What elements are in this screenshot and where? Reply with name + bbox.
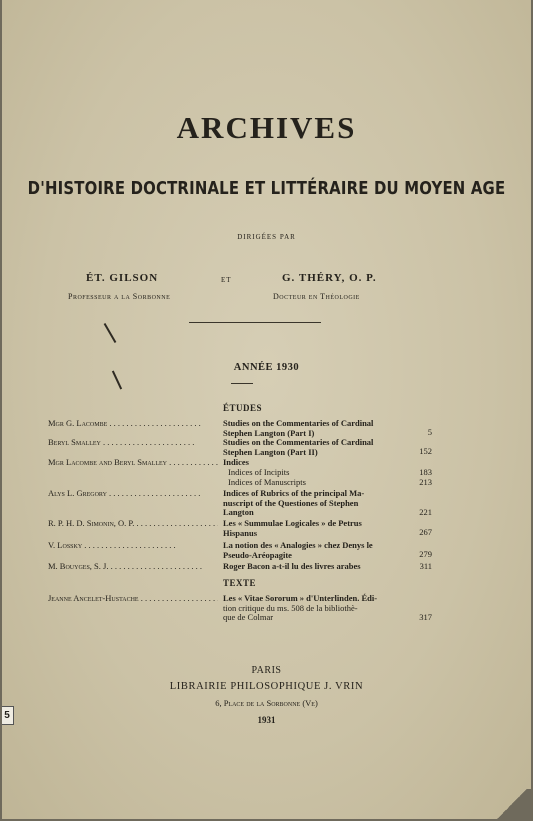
publication-year: 1931 bbox=[257, 715, 276, 725]
toc-page-number: 183 bbox=[419, 467, 432, 477]
toc-author: V. Lossky . . . bbox=[48, 541, 218, 551]
toc-author: Alys L. Gregory . . . bbox=[48, 489, 218, 499]
toc-author: R. P. H. D. Simonin, O. P. . . . bbox=[48, 519, 218, 529]
journal-title: ARCHIVES bbox=[176, 110, 357, 145]
section-texte: TEXTE bbox=[223, 578, 257, 588]
editor-gilson-role: Professeur a la Sorbonne bbox=[68, 292, 171, 301]
journal-subtitle: D'HISTOIRE DOCTRINALE ET LITTÉRAIRE DU MOYEN AGE bbox=[27, 178, 506, 199]
torn-corner bbox=[493, 789, 531, 819]
toc-author: Beryl Smalley . . . bbox=[48, 438, 218, 448]
journal-cover bbox=[2, 0, 531, 819]
toc-entry-title: Studies on the Commentaries of Cardinal Stephen Langton (Part II) bbox=[223, 437, 374, 457]
toc-entry-title: Les « Vitae Sororum » d'Unterlinden. Édi- tion critique du ms. 508 de la bibliothè- que de Colmar bbox=[223, 593, 378, 622]
directed-by-label: DIRIGÉES PAR bbox=[237, 233, 296, 241]
editor-thery-name: G. THÉRY, O. P. bbox=[282, 272, 377, 284]
pencil-mark bbox=[112, 371, 122, 390]
library-stamp: 5 bbox=[2, 706, 14, 725]
toc-page-number: 5 bbox=[427, 427, 432, 437]
section-etudes: ÉTUDES bbox=[223, 403, 263, 413]
publisher-city: PARIS bbox=[251, 665, 282, 676]
publisher-name: LIBRAIRIE PHILOSOPHIQUE J. VRIN bbox=[169, 681, 364, 692]
toc-entry-title: Indices of Manuscripts bbox=[228, 477, 306, 487]
toc-entry-title: Roger Bacon a-t-il lu des livres arabes bbox=[223, 561, 361, 571]
toc-entry-title: Studies on the Commentaries of Cardinal Stephen Langton (Part I) bbox=[223, 418, 374, 438]
toc-page-number: 152 bbox=[419, 446, 432, 456]
toc-page-number: 221 bbox=[419, 507, 432, 517]
title-rule bbox=[189, 322, 321, 323]
toc-author: M. Bouyges, S. J. . . . bbox=[48, 562, 218, 572]
year-rule bbox=[231, 383, 253, 384]
editor-gilson-name: ÉT. GILSON bbox=[86, 272, 159, 284]
toc-author: Jeanne Ancelet-Hustache . . . bbox=[48, 594, 218, 604]
pencil-mark bbox=[104, 323, 117, 343]
toc-entry-title: Indices bbox=[223, 457, 249, 467]
toc-entry-title: La notion des « Analogies » chez Denys le Pseudo-Aréopagite bbox=[223, 540, 373, 560]
toc-page-number: 267 bbox=[419, 527, 432, 537]
et-conjunction: ET bbox=[221, 276, 232, 284]
toc-page-number: 279 bbox=[419, 549, 432, 559]
publisher-address: 6, Place de la Sorbonne (Ve) bbox=[215, 698, 318, 708]
toc-author: Mgr Lacombe and Beryl Smalley . . . bbox=[48, 458, 218, 468]
editor-thery-role: Docteur en Théologie bbox=[273, 292, 360, 301]
year-heading: ANNÉE 1930 bbox=[233, 362, 300, 373]
toc-entry-title: Indices of Incipits bbox=[228, 467, 290, 477]
toc-entry-title: Les « Summulae Logicales » de Petrus Hispanus bbox=[223, 518, 362, 538]
toc-author: Mgr G. Lacombe . . . bbox=[48, 419, 218, 429]
toc-page-number: 213 bbox=[419, 477, 432, 487]
toc-page-number: 317 bbox=[419, 612, 432, 622]
toc-entry-title: Indices of Rubrics of the principal Ma- nuscript of the Questiones of Stephen Langton bbox=[223, 488, 365, 517]
toc-page-number: 311 bbox=[419, 561, 432, 571]
